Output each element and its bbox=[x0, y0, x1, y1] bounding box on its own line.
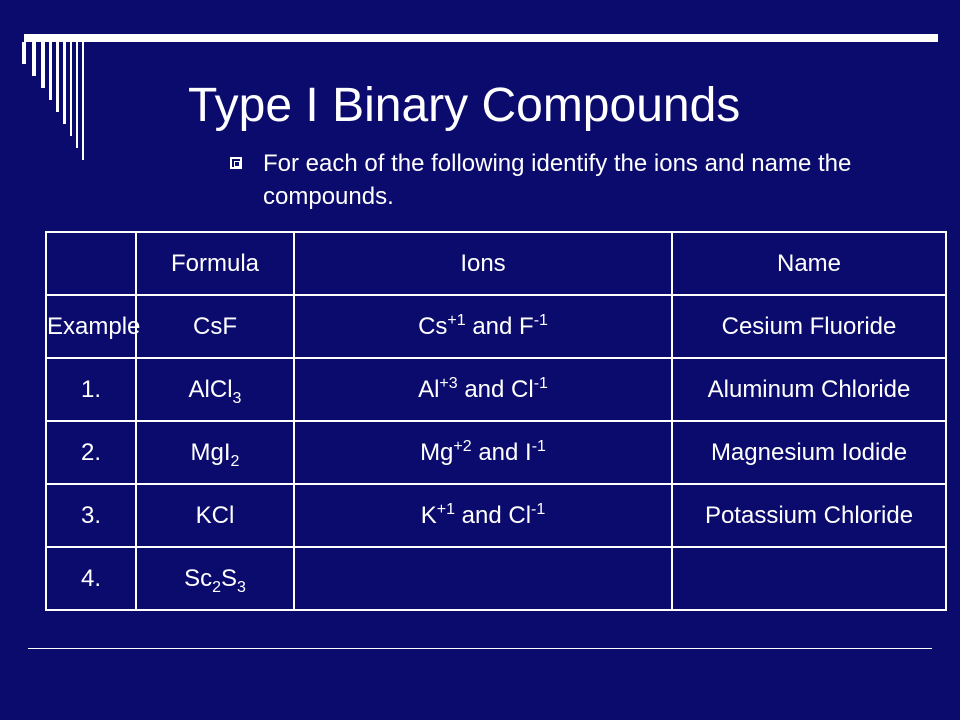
decorative-bar bbox=[63, 42, 66, 124]
top-rule bbox=[24, 34, 938, 42]
subscript: 3 bbox=[237, 578, 246, 596]
decorative-bar bbox=[56, 42, 59, 112]
subscript: 2 bbox=[230, 452, 240, 470]
subscript: 2 bbox=[212, 578, 221, 596]
formula-cell: $Sc_2S_3$ bbox=[136, 547, 294, 610]
ions-cell: $Al^{+3}$ and $Cl^{-1}$ bbox=[294, 358, 672, 421]
superscript: -1 bbox=[533, 374, 548, 392]
ions-cell bbox=[294, 547, 672, 610]
ions-cell: $Cs^{+1}$ and $F^{-1}$ bbox=[294, 295, 672, 358]
formula-cell: AlCl$_3$ bbox=[136, 358, 294, 421]
row-label-cell: 4. bbox=[46, 547, 136, 610]
decorative-bar bbox=[76, 42, 78, 148]
superscript: +1 bbox=[436, 500, 455, 518]
row-label-cell: 2. bbox=[46, 421, 136, 484]
decorative-bar bbox=[32, 42, 36, 76]
table-row bbox=[46, 421, 946, 484]
bottom-rule bbox=[28, 648, 932, 649]
formula-cell: MgI$_2$ bbox=[136, 421, 294, 484]
formula-cell: KCl bbox=[136, 484, 294, 547]
slide-title: Type I Binary Compounds bbox=[188, 79, 741, 132]
header-cell-ions: Ions bbox=[294, 232, 672, 295]
header-cell-name: Name bbox=[672, 232, 946, 295]
decorative-bar bbox=[49, 42, 52, 100]
row-label-cell: Example bbox=[46, 295, 136, 358]
table-header-row bbox=[46, 232, 946, 295]
row-label-cell: 3. bbox=[46, 484, 136, 547]
superscript: -1 bbox=[531, 437, 546, 455]
table-row bbox=[46, 358, 946, 421]
superscript: -1 bbox=[531, 500, 546, 518]
superscript: +2 bbox=[453, 437, 472, 455]
subscript: 3 bbox=[232, 389, 242, 407]
decorative-bar bbox=[82, 42, 84, 160]
name-cell: Magnesium Iodide bbox=[672, 421, 946, 484]
table-row bbox=[46, 547, 946, 610]
ions-cell: $K^{+1}$ and $Cl^{-1}$ bbox=[294, 484, 672, 547]
decorative-bars bbox=[22, 42, 192, 162]
row-label-cell: 1. bbox=[46, 358, 136, 421]
name-cell bbox=[672, 547, 946, 610]
bullet-text: For each of the following identify the ions and name the compounds. bbox=[263, 150, 852, 210]
name-cell: Cesium Fluoride bbox=[672, 295, 946, 358]
table-row bbox=[46, 295, 946, 358]
decorative-bar bbox=[41, 42, 45, 88]
superscript: +1 bbox=[447, 311, 466, 329]
ions-cell: $Mg^{+2}$ and $I^{-1}$ bbox=[294, 421, 672, 484]
formula-cell: CsF bbox=[136, 295, 294, 358]
table-row bbox=[46, 484, 946, 547]
name-cell: Aluminum Chloride bbox=[672, 358, 946, 421]
superscript: +3 bbox=[439, 374, 458, 392]
name-cell: Potassium Chloride bbox=[672, 484, 946, 547]
superscript: -1 bbox=[533, 311, 548, 329]
decorative-bar bbox=[70, 42, 72, 136]
compounds-table bbox=[45, 231, 947, 611]
header-cell-blank bbox=[46, 232, 136, 295]
square-bullet-icon bbox=[230, 157, 242, 169]
header-cell-formula: Formula bbox=[136, 232, 294, 295]
decorative-bar bbox=[22, 42, 26, 64]
